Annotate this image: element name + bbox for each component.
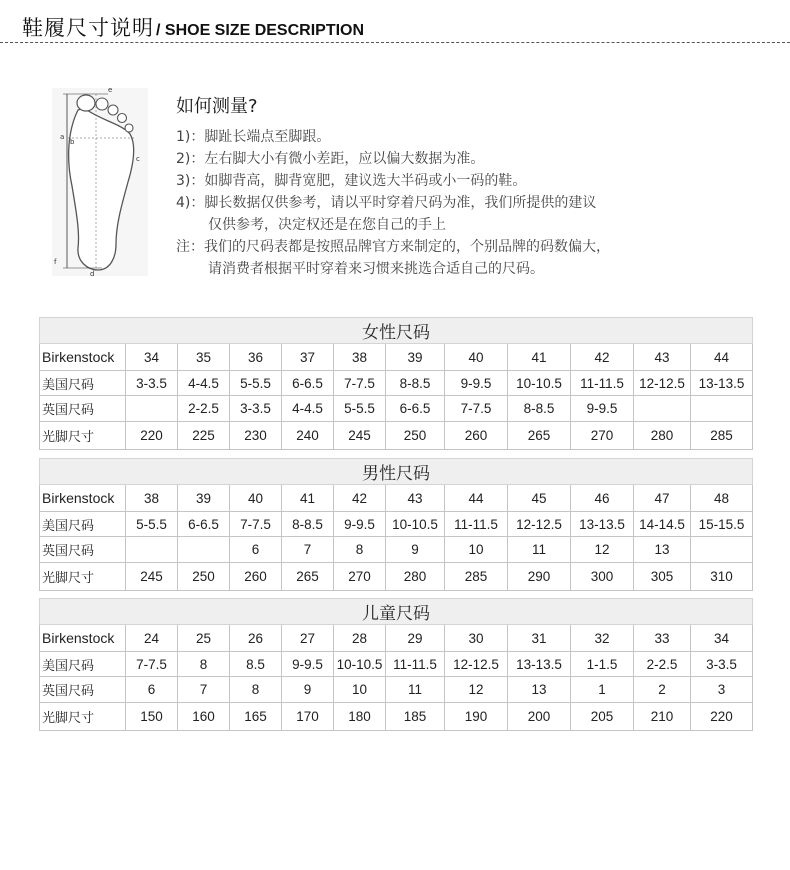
size-cell: 170 <box>282 703 334 731</box>
toe-3 <box>108 105 118 115</box>
measure-note: 注：我们的尺码表都是按照品牌官方来制定的，个别品牌的码数偏大， <box>176 239 610 255</box>
table-row-us <box>40 371 753 396</box>
size-cell: 300 <box>571 563 634 591</box>
size-cell: 6-6.5 <box>282 371 334 396</box>
size-cell: 250 <box>386 422 445 450</box>
size-cell: 7-7.5 <box>126 652 178 677</box>
size-cell: 31 <box>508 625 571 652</box>
row-label-brand: Birkenstock <box>40 625 126 652</box>
size-cell: 230 <box>230 422 282 450</box>
men-size-table <box>39 458 753 591</box>
size-cell: 8 <box>230 677 282 703</box>
size-cell: 280 <box>634 422 691 450</box>
label-a: a <box>60 133 65 141</box>
size-cell: 43 <box>386 485 445 512</box>
table-row-foot <box>40 422 753 450</box>
size-cell: 47 <box>634 485 691 512</box>
table-row-us <box>40 512 753 537</box>
row-label-foot: 光脚尺寸 <box>40 563 126 591</box>
row-label-foot: 光脚尺寸 <box>40 703 126 731</box>
size-cell: 10-10.5 <box>508 371 571 396</box>
size-cell: 150 <box>126 703 178 731</box>
size-cell: 38 <box>334 344 386 371</box>
size-cell: 200 <box>508 703 571 731</box>
size-cell: 28 <box>334 625 386 652</box>
size-cell: 13-13.5 <box>691 371 753 396</box>
table-row-uk <box>40 537 753 563</box>
size-cell: 11 <box>508 537 571 563</box>
row-label-us: 美国尺码 <box>40 371 126 396</box>
size-cell: 34 <box>691 625 753 652</box>
size-cell: 11-11.5 <box>571 371 634 396</box>
size-cell: 26 <box>230 625 282 652</box>
size-cell: 44 <box>691 344 753 371</box>
size-cell: 8 <box>178 652 230 677</box>
row-label-us: 美国尺码 <box>40 512 126 537</box>
size-cell: 190 <box>445 703 508 731</box>
size-cell: 305 <box>634 563 691 591</box>
table-row-brand <box>40 344 753 371</box>
size-cell: 240 <box>282 422 334 450</box>
size-cell: 36 <box>230 344 282 371</box>
size-cell: 7 <box>282 537 334 563</box>
size-cell: 8-8.5 <box>282 512 334 537</box>
size-cell: 7 <box>178 677 230 703</box>
size-cell: 6-6.5 <box>178 512 230 537</box>
size-cell: 43 <box>634 344 691 371</box>
size-cell: 4-4.5 <box>282 396 334 422</box>
table-row-foot <box>40 703 753 731</box>
size-cell: 13-13.5 <box>508 652 571 677</box>
table-row-uk <box>40 396 753 422</box>
size-cell: 220 <box>691 703 753 731</box>
size-cell: 40 <box>230 485 282 512</box>
size-cell <box>691 537 753 563</box>
size-cell: 13-13.5 <box>571 512 634 537</box>
size-cell: 42 <box>571 344 634 371</box>
size-cell: 290 <box>508 563 571 591</box>
measure-line-4-cont: 仅供参考，决定权还是在您自己的手上 <box>208 217 446 233</box>
size-cell: 3 <box>691 677 753 703</box>
size-cell: 9-9.5 <box>571 396 634 422</box>
size-cell: 24 <box>126 625 178 652</box>
toe-2 <box>96 98 108 110</box>
size-cell: 11 <box>386 677 445 703</box>
row-label-brand: Birkenstock <box>40 485 126 512</box>
size-cell: 310 <box>691 563 753 591</box>
kids-size-table <box>39 598 753 731</box>
measure-line-4: 4)：脚长数据仅供参考，请以平时穿着尺码为准，我们所提供的建议 <box>176 195 597 211</box>
table-title-row <box>40 599 753 625</box>
size-cell: 220 <box>126 422 178 450</box>
row-label-uk: 英国尺码 <box>40 537 126 563</box>
measure-line-3: 3)：如脚背高，脚背宽肥，建议选大半码或小一码的鞋。 <box>176 173 527 189</box>
size-cell: 7-7.5 <box>334 371 386 396</box>
size-cell: 38 <box>126 485 178 512</box>
measure-note-cont: 请消费者根据平时穿着来习惯来挑选合适自己的尺码。 <box>208 261 544 277</box>
size-cell: 260 <box>230 563 282 591</box>
size-cell: 42 <box>334 485 386 512</box>
size-cell: 27 <box>282 625 334 652</box>
size-cell: 6 <box>126 677 178 703</box>
size-cell: 5-5.5 <box>126 512 178 537</box>
size-cell: 2-2.5 <box>634 652 691 677</box>
size-cell: 7-7.5 <box>445 396 508 422</box>
size-cell: 225 <box>178 422 230 450</box>
women-size-table <box>39 317 753 450</box>
size-cell: 8.5 <box>230 652 282 677</box>
table-row-foot <box>40 563 753 591</box>
size-cell: 180 <box>334 703 386 731</box>
row-label-us: 美国尺码 <box>40 652 126 677</box>
size-cell: 10 <box>445 537 508 563</box>
table-title: 儿童尺码 <box>40 599 753 625</box>
size-cell: 285 <box>691 422 753 450</box>
label-e: e <box>108 86 113 94</box>
size-cell: 1 <box>571 677 634 703</box>
size-cell: 9 <box>282 677 334 703</box>
size-cell: 12-12.5 <box>634 371 691 396</box>
table-title-row <box>40 318 753 344</box>
size-cell: 160 <box>178 703 230 731</box>
size-cell: 205 <box>571 703 634 731</box>
size-cell: 8-8.5 <box>508 396 571 422</box>
table-title: 男性尺码 <box>40 459 753 485</box>
size-cell: 13 <box>634 537 691 563</box>
size-cell: 270 <box>571 422 634 450</box>
size-cell: 46 <box>571 485 634 512</box>
label-c: c <box>136 155 140 163</box>
size-cell <box>691 396 753 422</box>
size-cell: 260 <box>445 422 508 450</box>
size-cell: 3-3.5 <box>691 652 753 677</box>
measurement-instructions <box>176 92 756 280</box>
size-cell: 245 <box>126 563 178 591</box>
size-cell: 10-10.5 <box>334 652 386 677</box>
size-cell: 185 <box>386 703 445 731</box>
size-cell: 41 <box>508 344 571 371</box>
size-cell: 5-5.5 <box>230 371 282 396</box>
size-cell <box>126 396 178 422</box>
table-row-brand <box>40 625 753 652</box>
foot-measurement-diagram <box>50 86 150 278</box>
header-title-cn: 鞋履尺寸说明 <box>22 16 154 40</box>
size-cell: 7-7.5 <box>230 512 282 537</box>
size-cell: 34 <box>126 344 178 371</box>
size-cell: 48 <box>691 485 753 512</box>
size-cell: 265 <box>282 563 334 591</box>
size-cell: 39 <box>386 344 445 371</box>
table-row-brand <box>40 485 753 512</box>
size-cell: 245 <box>334 422 386 450</box>
size-cell: 13 <box>508 677 571 703</box>
size-cell <box>126 537 178 563</box>
row-label-brand: Birkenstock <box>40 344 126 371</box>
label-d: d <box>90 270 95 278</box>
size-cell: 3-3.5 <box>230 396 282 422</box>
measure-title: 如何测量? <box>176 96 258 117</box>
measure-line-1: 1)：脚趾长端点至脚跟。 <box>176 129 331 145</box>
size-cell: 44 <box>445 485 508 512</box>
size-cell: 210 <box>634 703 691 731</box>
header-title-en: / SHOE SIZE DESCRIPTION <box>156 22 365 39</box>
size-cell: 9 <box>386 537 445 563</box>
size-cell: 8-8.5 <box>386 371 445 396</box>
size-cell: 2 <box>634 677 691 703</box>
size-cell: 6-6.5 <box>386 396 445 422</box>
size-cell: 5-5.5 <box>334 396 386 422</box>
size-cell: 39 <box>178 485 230 512</box>
row-label-uk: 英国尺码 <box>40 396 126 422</box>
size-cell: 4-4.5 <box>178 371 230 396</box>
size-cell: 35 <box>178 344 230 371</box>
size-cell: 8 <box>334 537 386 563</box>
table-row-us <box>40 652 753 677</box>
size-cell <box>634 396 691 422</box>
size-cell: 32 <box>571 625 634 652</box>
size-cell: 29 <box>386 625 445 652</box>
table-row-uk <box>40 677 753 703</box>
size-cell: 33 <box>634 625 691 652</box>
size-cell: 9-9.5 <box>282 652 334 677</box>
size-cell: 11-11.5 <box>386 652 445 677</box>
row-label-foot: 光脚尺寸 <box>40 422 126 450</box>
size-cell <box>178 537 230 563</box>
toe-5 <box>125 124 133 132</box>
size-cell: 30 <box>445 625 508 652</box>
size-cell: 12-12.5 <box>445 652 508 677</box>
table-title: 女性尺码 <box>40 318 753 344</box>
size-cell: 14-14.5 <box>634 512 691 537</box>
size-cell: 40 <box>445 344 508 371</box>
toe-4 <box>118 114 127 123</box>
size-cell: 10 <box>334 677 386 703</box>
size-cell: 12 <box>445 677 508 703</box>
size-cell: 2-2.5 <box>178 396 230 422</box>
size-cell: 3-3.5 <box>126 371 178 396</box>
size-cell: 270 <box>334 563 386 591</box>
size-cell: 165 <box>230 703 282 731</box>
size-cell: 9-9.5 <box>334 512 386 537</box>
size-cell: 45 <box>508 485 571 512</box>
size-cell: 10-10.5 <box>386 512 445 537</box>
size-cell: 37 <box>282 344 334 371</box>
size-cell: 41 <box>282 485 334 512</box>
size-cell: 12 <box>571 537 634 563</box>
label-f: f <box>54 258 57 266</box>
size-cell: 11-11.5 <box>445 512 508 537</box>
measure-line-2: 2)：左右脚大小有微小差距，应以偏大数据为准。 <box>176 151 485 167</box>
label-b: b <box>70 138 75 146</box>
size-cell: 25 <box>178 625 230 652</box>
size-cell: 15-15.5 <box>691 512 753 537</box>
size-cell: 9-9.5 <box>445 371 508 396</box>
big-toe <box>77 95 95 111</box>
size-cell: 280 <box>386 563 445 591</box>
page-header <box>22 12 364 42</box>
row-label-uk: 英国尺码 <box>40 677 126 703</box>
size-cell: 1-1.5 <box>571 652 634 677</box>
size-cell: 285 <box>445 563 508 591</box>
size-cell: 12-12.5 <box>508 512 571 537</box>
table-title-row <box>40 459 753 485</box>
size-cell: 265 <box>508 422 571 450</box>
header-divider <box>0 42 790 43</box>
size-cell: 6 <box>230 537 282 563</box>
size-cell: 250 <box>178 563 230 591</box>
